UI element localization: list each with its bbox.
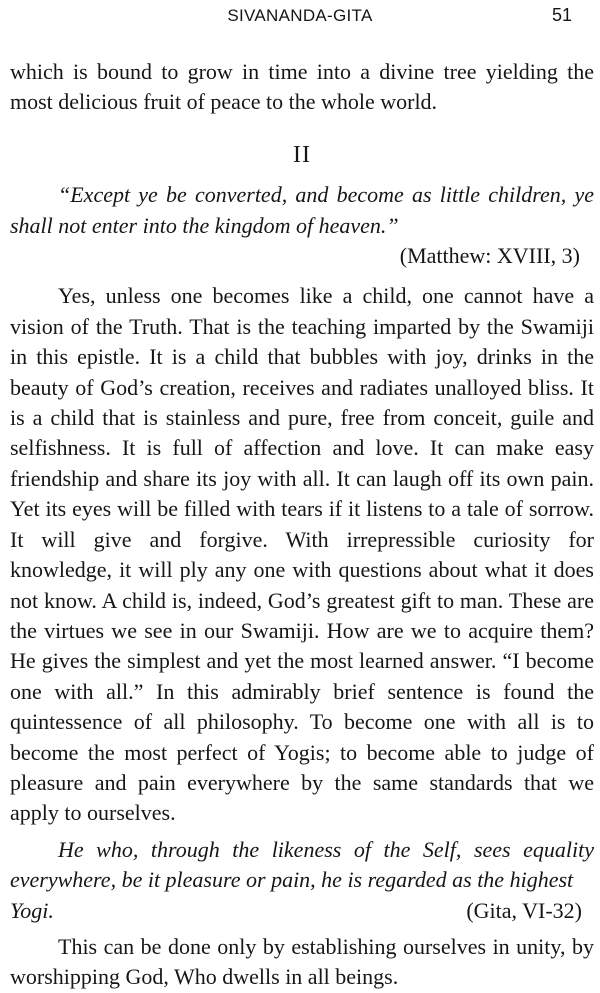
running-header [0,4,600,28]
paragraph-closing: This can be done only by establishing ourselves in unity, by worshipping God, Who dwells in all beings. [10,933,594,990]
bible-quote: “Except ye be converted, and become as little children, ye shall not enter into the kingdom of heaven.” [10,182,594,238]
bible-citation: (Matthew: XVIII, 3) [399,243,580,269]
page-number: 51 [551,5,572,25]
gita-quote: He who, through the likeness of the Self, sees equality everywhere, be it pleasure or pain, he is regarded as the highest [10,836,594,893]
running-title: SIVANANDA-GITA [227,6,373,25]
gita-quote-last-word: Yogi. [10,897,54,923]
section-heading: II [293,141,311,168]
gita-quote-end-line [10,896,594,926]
paragraph-main: Yes, unless one becomes like a child, one cannot have a vision of the Truth. That is the teaching imparted by the Swamiji in this epistle. It is a child that bubbles with joy, drinks in the beauty of God’s creation, receives and radiates unalloyed bliss. It is a child that is stainless and pure, free from conceit, guile and selfishness. It is full of affection and love. It can make easy friendship and share its joy with all. It can laugh off its own pain. Yet its eyes will be filled with tears if it listens to a tale of sorrow. It will give and forgive. With irrepressible curiosity for knowledge, it will ply any one with questions about what it does not know. A child is, indeed, God’s greatest gift to man. These are the virtues we see in our Swamiji. How are we to acquire them? He gives the simplest and yet the most learned answer. “I become one with all.” In this admirably brief sentence is found the quintessence of all philosophy. To become one with all is to become the most perfect of Yogis; to become able to judge of pleasure and pain everywhere by the same standards that we apply to ourselves. [10,283,594,826]
body-text [10,57,594,993]
gita-citation: (Gita, VI-32) [466,897,582,923]
paragraph-continued: which is bound to grow in time into a divine tree yielding the most delicious fruit of peace to the whole world. [10,59,594,115]
